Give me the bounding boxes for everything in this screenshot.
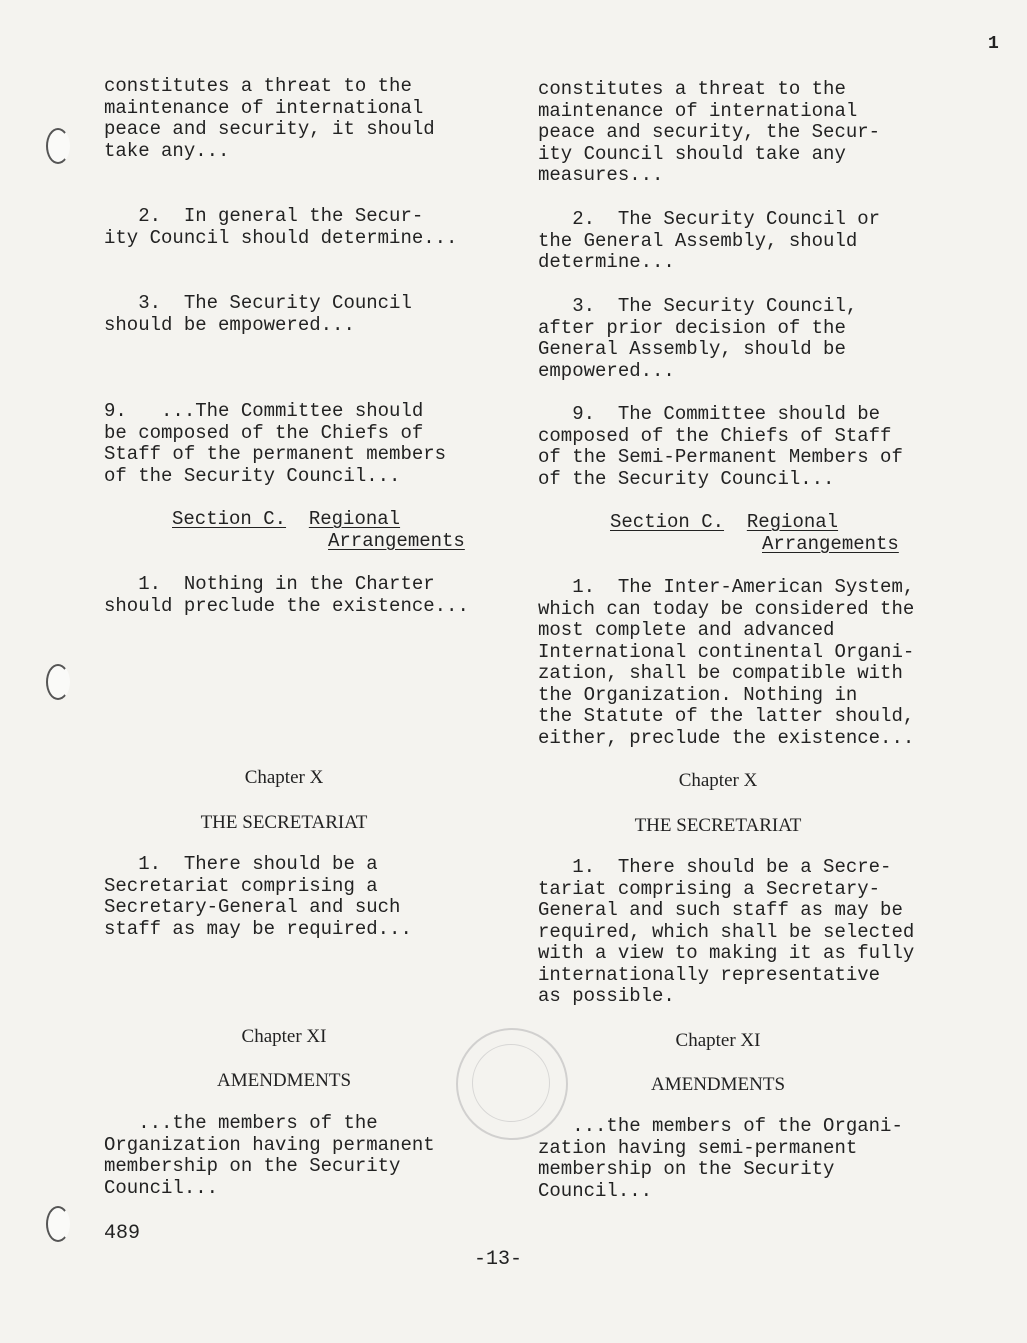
left-chapter-xi: Chapter XI [241,1026,327,1047]
left-chapter-x: Chapter X [244,767,324,788]
right-paragraph-3: 3. The Security Council, after prior decision of the General Assembly, should be empowered... [538,295,858,382]
right-paragraph-2: 2. The Security Council or the General Assembly, should determine... [538,208,881,273]
right-paragraph-amendments: ...the members of the Organi- zation having semi-permanent membership on the Security Council... [538,1115,903,1202]
right-amendments-heading: AMENDMENTS [650,1074,786,1095]
right-section-title-2-wrap [762,534,1027,556]
right-chapter-xi: Chapter XI [675,1030,761,1051]
left-paragraph-9: 9. ...The Committee should be composed of the Chiefs of Staff of the permanent members of the Security Council... [104,400,447,487]
right-secretariat-heading: THE SECRETARIAT [634,815,802,836]
left-section-title-2-wrap [328,531,758,553]
left-section-title-1: Regional [308,508,401,530]
left-amendments-heading: AMENDMENTS [216,1070,352,1091]
left-paragraph-threat: constitutes a threat to the maintenance of international peace and security, it should take any... [104,75,435,162]
folio-number: -13- [474,1248,523,1271]
binder-hole-bottom [46,1206,70,1242]
right-section-heading [610,512,1027,534]
right-paragraph-c1: 1. The Inter-American System, which can today be considered the most complete and advanced International continental Organi- zation, shall be compatible with the Organization. Nothing in the Statute of the latter should, either, preclude the existence... [538,576,915,749]
binder-hole-middle [46,664,70,700]
right-section-title-1: Regional [746,511,839,533]
page-number: 489 [104,1222,141,1245]
right-paragraph-secretariat: 1. There should be a Secre- tariat comprising a Secretary- General and such staff as may be required, which shall be selected with a view to making it as fully internationally representative as possible. [538,856,915,1007]
left-paragraph-3: 3. The Security Council should be empowered... [104,292,412,336]
left-paragraph-secretariat: 1. There should be a Secretariat comprising a Secretary-General and such staff as may be required... [104,853,412,940]
binder-hole-top [46,128,70,164]
left-paragraph-c1: 1. Nothing in the Charter should preclude the existence... [104,573,469,617]
left-section-heading [172,509,602,531]
left-secretariat-heading: THE SECRETARIAT [200,812,368,833]
right-section-label: Section C. [610,511,725,533]
left-section-label: Section C. [172,508,287,530]
right-chapter-x: Chapter X [678,770,758,791]
left-section-title-2: Arrangements [328,530,465,552]
left-paragraph-amendments: ...the members of the Organization having permanent membership on the Security Council... [104,1112,435,1199]
right-paragraph-9: 9. The Committee should be composed of the Chiefs of Staff of the Semi-Permanent Members of of the Security Council... [538,403,903,490]
right-section-title-2: Arrangements [762,533,899,555]
right-paragraph-threat: constitutes a threat to the maintenance of international peace and security, the Secur- ity Council should take any measures... [538,78,881,186]
corner-mark: 1 [988,34,999,54]
left-paragraph-2: 2. In general the Secur- ity Council should determine... [104,205,458,249]
